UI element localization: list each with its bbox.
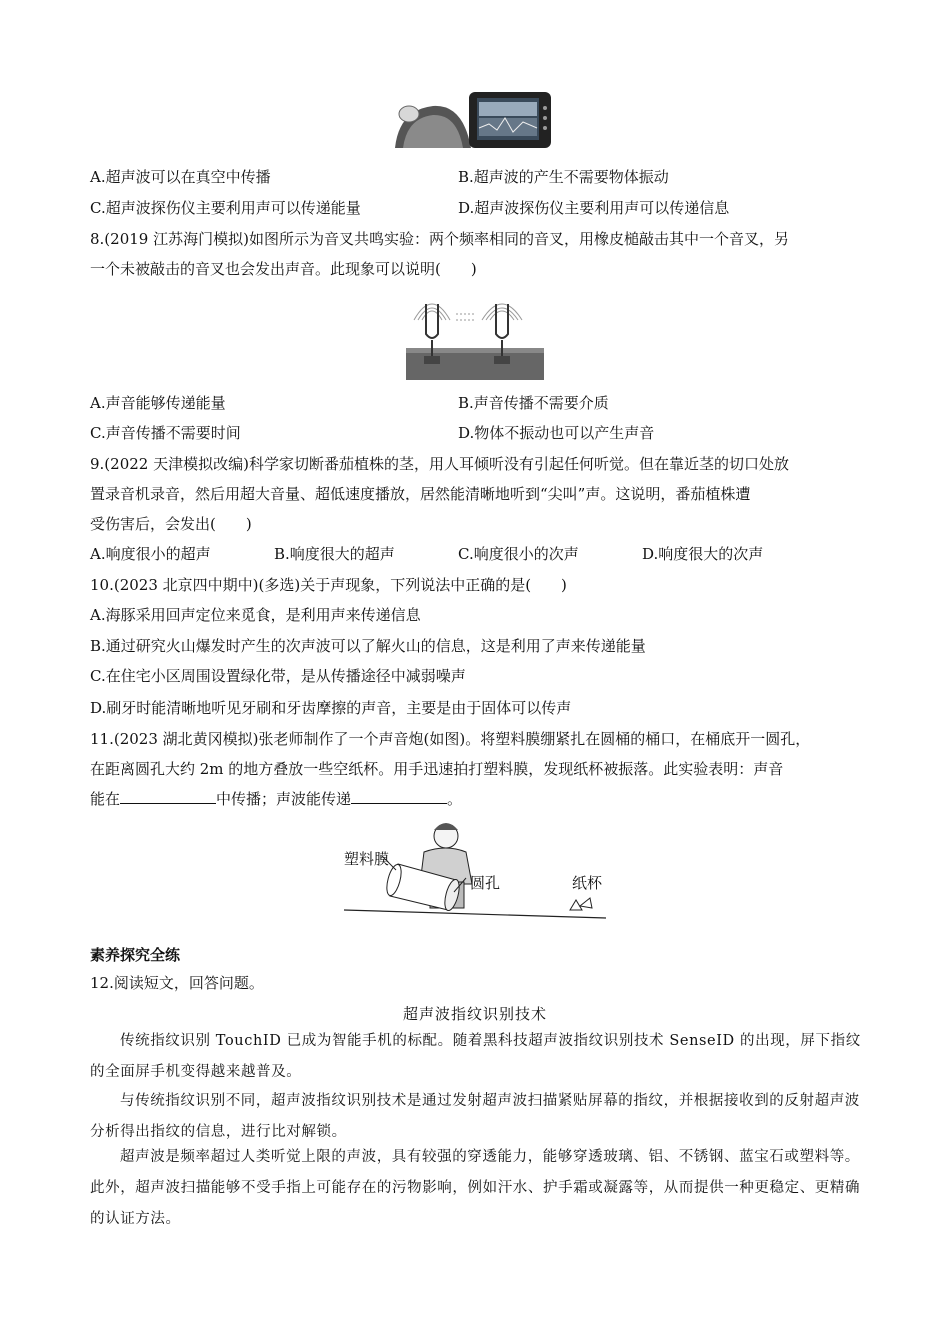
q9-option-c: C.响度很小的次声 <box>458 545 579 563</box>
fig-label-hole: 圆孔 <box>470 874 501 892</box>
q10-stem: 10.(2023 北京四中期中)(多选)关于声现象，下列说法中正确的是( ) <box>90 576 567 594</box>
q10-option-b: B.通过研究火山爆发时产生的次声波可以了解火山的信息，这是利用了声来传递能量 <box>90 637 646 655</box>
q8-option-d: D.物体不振动也可以产生声音 <box>458 424 655 442</box>
q8-option-b: B.声音传播不需要介质 <box>458 394 609 412</box>
q10-option-d: D.刷牙时能清晰地听见牙刷和牙齿摩擦的声音，主要是由于固体可以传声 <box>90 699 572 717</box>
q11-stem-line2: 在距离圆孔大约 2m 的地方叠放一些空纸杯。用手迅速拍打塑料膜，发现纸杯被振落。此实验表明：声音 <box>90 760 784 778</box>
q8-option-a: A.声音能够传递能量 <box>90 394 226 412</box>
fig-label-paper-cup: 纸杯 <box>572 874 603 892</box>
q11-text-b: 中传播；声波能传递 <box>216 790 352 808</box>
q7-option-b: B.超声波的产生不需要物体振动 <box>458 168 669 186</box>
q11-stem-line1: 11.(2023 湖北黄冈模拟)张老师制作了一个声音炮(如图)。将塑料膜绷紧扎在圆桶的桶口，在桶底开一圆孔， <box>90 730 811 748</box>
q11-stem-line3 <box>90 788 462 810</box>
q7-option-c: C.超声波探伤仪主要利用声可以传递能量 <box>90 199 361 217</box>
q10-option-a: A.海豚采用回声定位来觅食，是利用声来传递信息 <box>90 606 421 624</box>
q11-blank-1[interactable] <box>120 788 216 804</box>
q7-option-a: A.超声波可以在真空中传播 <box>90 168 271 186</box>
q11-text-a: 能在 <box>90 790 121 808</box>
q10-option-c: C.在住宅小区周围设置绿化带，是从传播途径中减弱噪声 <box>90 667 466 685</box>
q9-option-d: D.响度很大的次声 <box>642 545 764 563</box>
q8-stem-line1: 8.(2019 江苏海门模拟)如图所示为音叉共鸣实验：两个频率相同的音叉，用橡皮槌敲击其中一个音叉，另 <box>90 230 789 248</box>
flaw-detector-photo <box>393 88 553 150</box>
q9-option-b: B.响度很大的超声 <box>274 545 395 563</box>
tuning-fork-figure <box>404 290 546 382</box>
article-paragraph-3: 超声波是频率超过人类听觉上限的声波，具有较强的穿透能力，能够穿透玻璃、铝、不锈钢、蓝宝石或塑料等。此外，超声波扫描能够不受手指上可能存在的污物影响，例如汗水、护手霜或凝露等，从而提供一种更稳定、更精确的认证方法。 <box>90 1149 861 1227</box>
q7-option-d: D.超声波探伤仪主要利用声可以传递信息 <box>458 199 730 217</box>
q11-text-c: 。 <box>447 790 463 808</box>
q9-stem-line3: 受伤害后，会发出( ) <box>90 515 252 533</box>
article-title: 超声波指纹识别技术 <box>402 1005 547 1023</box>
q8-stem-line2: 一个未被敲击的音叉也会发出声音。此现象可以说明( ) <box>90 260 477 278</box>
q9-stem-line2: 置录音机录音，然后用超大音量、超低速度播放，居然能清晰地听到“尖叫”声。这说明，番茄植株遭 <box>90 485 751 503</box>
fig-label-plastic-film: 塑料膜 <box>344 850 390 868</box>
q11-blank-2[interactable] <box>351 788 447 804</box>
article-paragraph-2: 与传统指纹识别不同，超声波指纹识别技术是通过发射超声波扫描紧贴屏幕的指纹，并根据接收到的反射超声波分析得出指纹的信息，进行比对解锁。 <box>90 1093 860 1140</box>
q9-stem-line1: 9.(2022 天津模拟改编)科学家切断番茄植株的茎，用人耳倾听没有引起任何听觉。但在靠近茎的切口处放 <box>90 455 789 473</box>
q9-option-a: A.响度很小的超声 <box>90 545 211 563</box>
q12-prompt: 12.阅读短文，回答问题。 <box>90 974 264 992</box>
section-heading: 素养探究全练 <box>90 946 181 964</box>
article-paragraph-1: 传统指纹识别 TouchID 已成为智能手机的标配。随着黑科技超声波指纹识别技术 SenseID 的出现，屏下指纹的全面屏手机变得越来越普及。 <box>90 1033 861 1080</box>
q8-option-c: C.声音传播不需要时间 <box>90 424 241 442</box>
